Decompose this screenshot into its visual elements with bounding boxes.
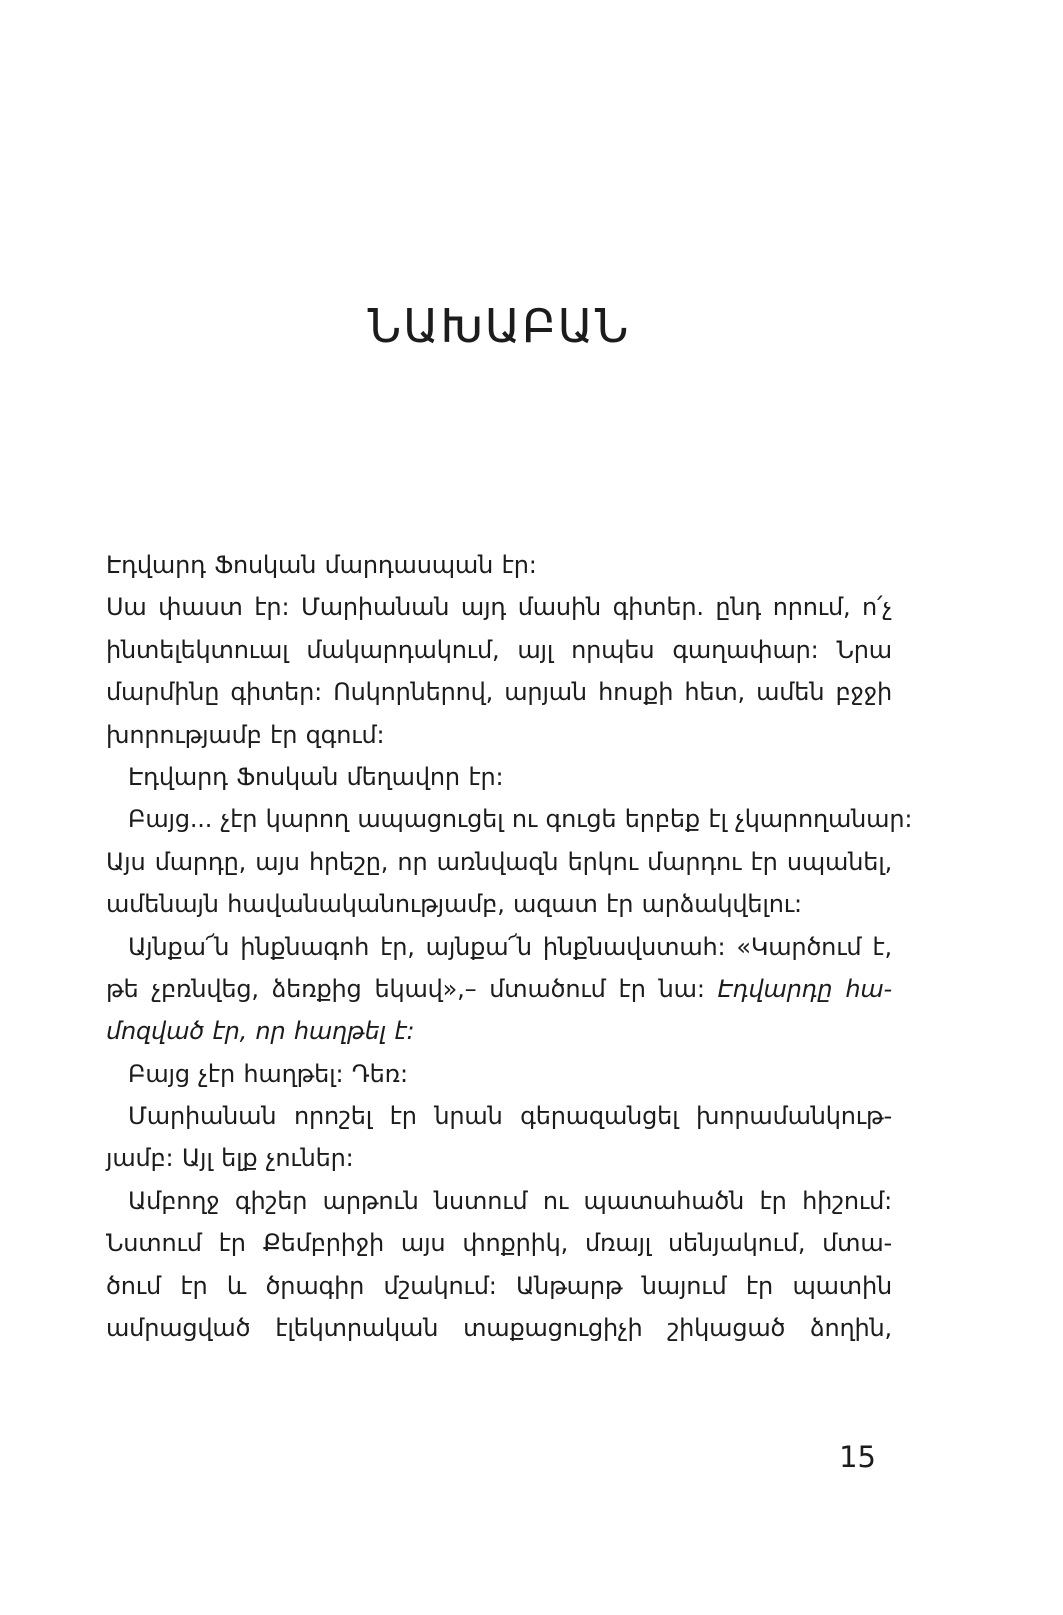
body-text (106, 544, 913, 1349)
text-line (106, 629, 892, 671)
text-segment: Նստում էր Քեմբրիջի այս փոքրիկ, մռայլ սենյակում, մտա- (106, 1229, 892, 1258)
text-segment: ծում էր և ծրագիր մշակում: Անթարթ նայում էր պատին (106, 1271, 892, 1300)
text-line (106, 883, 892, 925)
text-line (106, 1095, 892, 1137)
text-line (106, 544, 892, 586)
text-line (106, 926, 892, 968)
text-segment: ամենայն հավանականությամբ, ազատ էր արձակվելու: (106, 890, 802, 919)
page-number: 15 (839, 1440, 876, 1474)
text-segment: ինտելեկտուալ մակարդակում, այլ որպես գաղափար: Նրա (106, 635, 892, 664)
text-segment-italic: Էդվարդը հա- (717, 974, 892, 1003)
chapter-title: ՆԱԽԱԲԱՆ (367, 299, 631, 353)
text-line (106, 714, 892, 756)
text-line (106, 1053, 892, 1095)
text-segment: Այս մարդը, այս հրեշը, որ առնվազն երկու մարդու էր սպանել, (106, 847, 892, 876)
text-line (106, 1222, 892, 1264)
text-segment: Բայց... չէր կարող ապացուցել ու գուցե երբեք էլ չկարողանար: (128, 805, 913, 834)
text-segment: Այնքա՜ն ինքնագոհ էր, այնքա՜ն ինքնավստահ: «Կարծում է, (128, 932, 892, 961)
text-line (106, 1307, 892, 1349)
text-line (106, 671, 892, 713)
text-segment: խորությամբ էր զգում: (106, 720, 385, 749)
text-line (106, 841, 892, 883)
text-segment: թե չբռնվեց, ձեռքից եկավ»,– մտածում էր նա: (106, 974, 718, 1003)
text-segment: Էդվարդ Ֆոսկան մեղավոր էր: (128, 762, 504, 791)
text-segment: Ամբողջ գիշեր արթուն նստում ու պատահածն էր հիշում: (128, 1186, 892, 1215)
text-line (106, 586, 892, 628)
text-line (106, 1180, 892, 1222)
text-segment: Բայց չէր հաղթել: Դեռ: (128, 1059, 408, 1088)
text-segment: մարմինը գիտեր: Ոսկորներով, արյան հոսքի հետ, ամեն բջջի (106, 678, 892, 707)
text-line (106, 1137, 892, 1179)
text-segment: Մարիանան որոշել էր նրան գերազանցել խորամանկութ- (128, 1102, 892, 1131)
text-segment: Էդվարդ Ֆոսկան մարդասպան էր: (106, 551, 537, 579)
text-segment: ամրացված էլեկտրական տաքացուցիչի շիկացած ձողին, (106, 1314, 892, 1343)
text-line (106, 798, 913, 840)
text-line (106, 1265, 892, 1307)
text-segment: Սա փաստ էր: Մարիանան այդ մասին գիտեր. ընդ որում, ո՛չ (106, 593, 892, 622)
text-line (106, 756, 892, 798)
text-segment: յամբ: Այլ ելք չուներ: (106, 1144, 354, 1173)
text-line (106, 968, 892, 1010)
text-segment-italic: մոզված էր, որ հաղթել է: (106, 1017, 415, 1046)
text-line (106, 1010, 892, 1052)
